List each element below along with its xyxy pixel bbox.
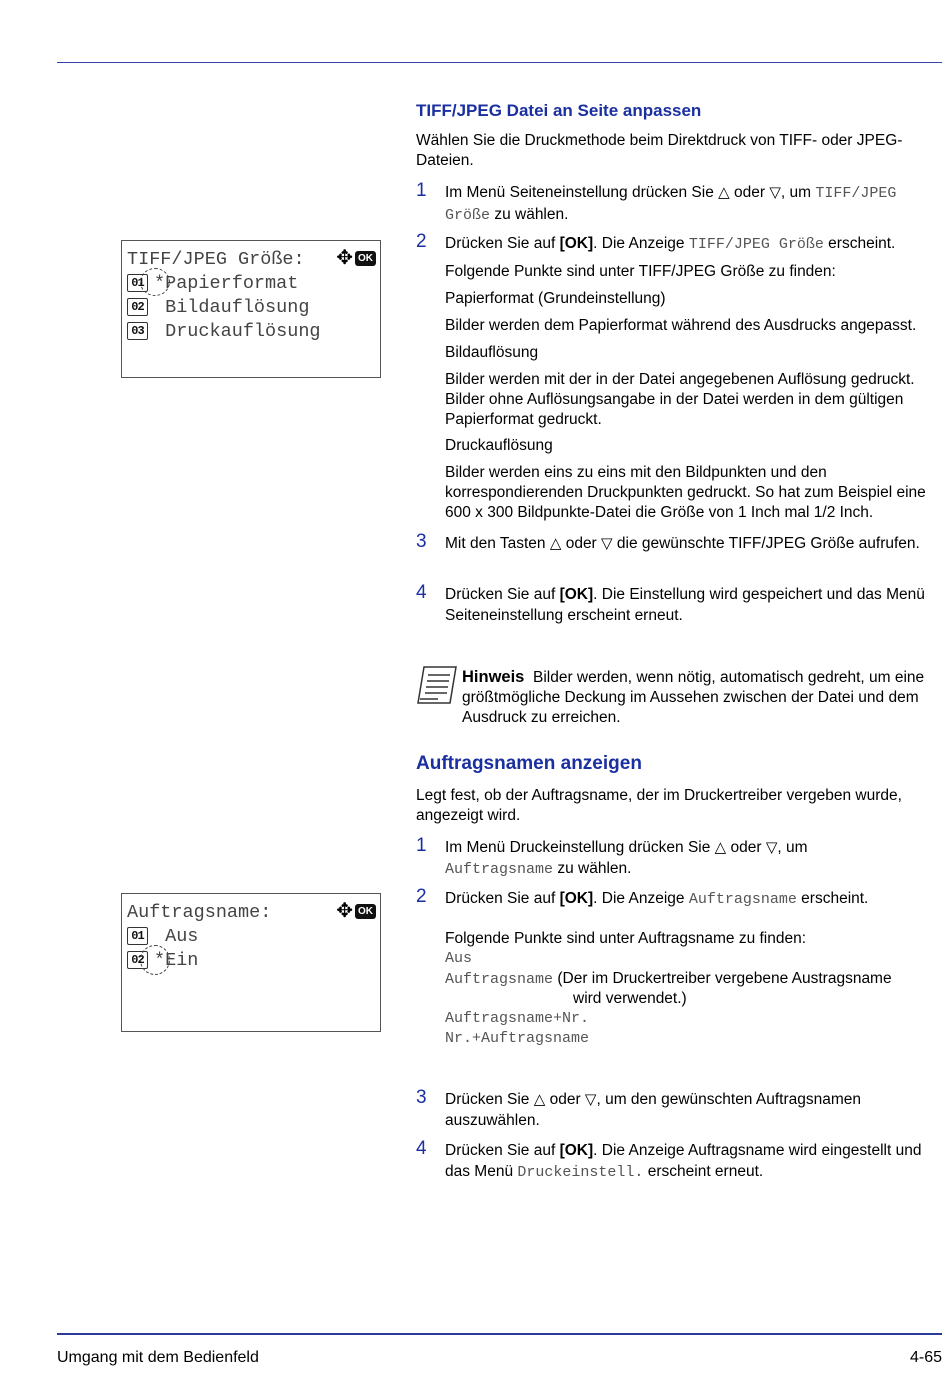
down-arrow-icon: ▽ bbox=[765, 838, 778, 856]
step-text-part: erscheint. bbox=[796, 890, 869, 907]
menu-number-badge: 01 bbox=[127, 927, 148, 945]
step-text-part: erscheint. bbox=[823, 235, 896, 252]
step-text-part: . Die Anzeige bbox=[593, 890, 689, 907]
lcd-menu-text: Druckauflösung bbox=[154, 321, 321, 342]
step-text bbox=[445, 837, 942, 880]
option-code: Aus bbox=[445, 950, 473, 967]
lcd-title: TIFF/JPEG Größe: bbox=[127, 249, 305, 270]
up-arrow-icon: △ bbox=[533, 1090, 546, 1108]
up-arrow-icon: △ bbox=[718, 183, 730, 201]
step-number: 1 bbox=[416, 180, 427, 201]
step-text-part: Im Menü Seiteneinstellung drücken Sie bbox=[445, 184, 719, 201]
navigation-cross-icon: ✥ bbox=[336, 247, 353, 269]
option-description: (Der im Druckertreiber vergebene Austragsname bbox=[557, 970, 892, 987]
item-title: Papierformat (Grundeinstellung) bbox=[445, 290, 666, 307]
item-title: Druckauflösung bbox=[445, 437, 553, 454]
ok-key-label: [OK] bbox=[559, 1142, 594, 1159]
item-description: Bilder werden mit der in der Datei angegebenen Auflösung gedruckt. Bilder ohne Auflösungsangabe in der Datei werden in dem gültigen Papierformat gedruckt. bbox=[445, 371, 915, 428]
step-text-part: Drücken Sie bbox=[445, 1091, 534, 1108]
step-text bbox=[445, 1089, 942, 1131]
lcd-menu-row bbox=[127, 321, 321, 342]
step-text-part: oder bbox=[726, 839, 766, 856]
step-text-part: Im Menü Druckeinstellung drücken Sie bbox=[445, 839, 715, 856]
option-code: Auftragsname+Nr. bbox=[445, 1010, 590, 1027]
step-number: 1 bbox=[416, 835, 427, 856]
step-number: 3 bbox=[416, 531, 427, 552]
step-text-part: , um bbox=[780, 184, 816, 201]
lcd-menu-text: Bildauflösung bbox=[154, 297, 310, 318]
step-text-part: oder bbox=[561, 535, 602, 552]
step-text-part: Mit den Tasten bbox=[445, 535, 550, 552]
display-code: Auftragsname bbox=[445, 861, 554, 878]
step-number: 4 bbox=[416, 582, 427, 603]
footer-chapter-title: Umgang mit dem Bedienfeld bbox=[57, 1349, 259, 1366]
menu-number-badge: 02 bbox=[127, 951, 148, 969]
items-intro: Folgende Punkte sind unter Auftragsname zu finden: bbox=[445, 930, 807, 947]
cursor-highlight-circle bbox=[140, 945, 170, 975]
section-heading-tiff-jpeg: TIFF/JPEG Datei an Seite anpassen bbox=[416, 101, 702, 120]
ok-key-label: [OK] bbox=[559, 890, 594, 907]
lcd-nav bbox=[336, 249, 376, 267]
step-text bbox=[445, 888, 942, 910]
step-text-part: zu wählen. bbox=[553, 860, 632, 877]
step-text-part: Drücken Sie auf bbox=[445, 235, 560, 252]
step-text-part: . Die Anzeige bbox=[593, 235, 689, 252]
ok-key-label: [OK] bbox=[559, 586, 594, 603]
display-code: TIFF/JPEG Größe bbox=[445, 185, 897, 224]
down-arrow-icon: ▽ bbox=[601, 534, 613, 552]
lcd-title: Auftragsname: bbox=[127, 902, 272, 923]
step-number: 4 bbox=[416, 1138, 427, 1159]
navigation-cross-icon: ✥ bbox=[336, 900, 353, 922]
footer-rule bbox=[57, 1333, 942, 1335]
note-body: Bilder werden, wenn nötig, automatisch gedreht, um eine größtmögliche Deckung im Aussehen zwischen der Datei und dem Ausdruck zu erreichen. bbox=[462, 669, 925, 726]
display-code: TIFF/JPEG Größe bbox=[688, 236, 824, 253]
step-text-part: zu wählen. bbox=[490, 206, 569, 223]
step-number: 2 bbox=[416, 231, 427, 252]
lcd-menu-text: *Papierformat bbox=[154, 273, 299, 294]
item-description: Bilder werden eins zu eins mit den Bildpunkten und den korrespondierenden Druckpunkten gedruckt. So hat zum Beispiel eine 600 x 300 Bildpunkte-Datei die Größe von 1 Inch mal 1/2 Inch. bbox=[445, 464, 926, 521]
note-label: Hinweis bbox=[462, 668, 525, 686]
down-arrow-icon: ▽ bbox=[584, 1090, 597, 1108]
display-code: Auftragsname bbox=[688, 891, 797, 908]
step-text-part: , um den gewünschten Auftragsnamen auszuwählen. bbox=[445, 1091, 861, 1129]
step-text-part: die gewünschte TIFF/JPEG Größe aufrufen. bbox=[612, 535, 920, 552]
lcd-menu-row bbox=[127, 926, 198, 947]
step-number: 2 bbox=[416, 886, 427, 907]
step-text bbox=[445, 1140, 942, 1183]
item-description: Bilder werden dem Papierformat während des Ausdrucks angepasst. bbox=[445, 317, 917, 334]
step-text-part: , um bbox=[777, 839, 808, 856]
step-text-part: Drücken Sie auf bbox=[445, 1142, 560, 1159]
lcd-nav bbox=[336, 902, 376, 920]
lcd-menu-text: Aus bbox=[154, 926, 199, 947]
step-text bbox=[445, 182, 942, 226]
lcd-display-tiff-jpeg bbox=[121, 240, 381, 378]
step-text-part: . Die Anzeige Auftragsname wird eingestellt und das Menü bbox=[445, 1142, 922, 1180]
step-text bbox=[445, 584, 942, 626]
option-row bbox=[445, 969, 942, 990]
section-heading-auftragsnamen: Auftragsnamen anzeigen bbox=[416, 753, 642, 774]
down-arrow-icon: ▽ bbox=[769, 183, 781, 201]
step-number: 3 bbox=[416, 1087, 427, 1108]
lcd-display-auftragsname bbox=[121, 893, 381, 1032]
menu-number-badge: 02 bbox=[127, 298, 148, 316]
option-description: wird verwendet.) bbox=[573, 990, 687, 1007]
step-text-part: Drücken Sie auf bbox=[445, 586, 560, 603]
step-text bbox=[445, 233, 942, 255]
display-code: Druckeinstell. bbox=[517, 1164, 644, 1181]
menu-number-badge: 01 bbox=[127, 274, 148, 292]
ok-key-label: [OK] bbox=[559, 235, 594, 252]
step-text-part: . Die Einstellung wird gespeichert und das Menü Seiteneinstellung erscheint erneut. bbox=[445, 586, 925, 624]
page-number: 4-65 bbox=[909, 1349, 942, 1366]
step-text-part: oder bbox=[545, 1091, 585, 1108]
item-title: Bildauflösung bbox=[445, 344, 539, 361]
items-intro: Folgende Punkte sind unter TIFF/JPEG Größe zu finden: bbox=[445, 263, 836, 280]
lcd-menu-row bbox=[127, 297, 309, 318]
step-text-part: oder bbox=[729, 184, 770, 201]
header-rule bbox=[57, 62, 942, 63]
note-text bbox=[462, 667, 932, 728]
up-arrow-icon: △ bbox=[549, 534, 562, 552]
step-text-part: erscheint erneut. bbox=[643, 1163, 764, 1180]
step-text bbox=[445, 533, 942, 554]
menu-number-badge: 03 bbox=[127, 322, 148, 340]
option-code: Nr.+Auftragsname bbox=[445, 1030, 590, 1047]
ok-key-icon: OK bbox=[355, 904, 376, 919]
note-icon bbox=[416, 665, 458, 705]
lcd-menu-text: *Ein bbox=[154, 950, 199, 971]
section-intro: Legt fest, ob der Auftragsname, der im Druckertreiber vergeben wurde, angezeigt wird. bbox=[416, 787, 902, 824]
ok-key-icon: OK bbox=[355, 251, 376, 266]
step-text-part: Drücken Sie auf bbox=[445, 890, 560, 907]
option-code: Auftragsname bbox=[445, 971, 554, 988]
cursor-highlight-circle bbox=[140, 268, 170, 296]
up-arrow-icon: △ bbox=[714, 838, 727, 856]
section-intro: Wählen Sie die Druckmethode beim Direktdruck von TIFF- oder JPEG-Dateien. bbox=[416, 132, 903, 169]
